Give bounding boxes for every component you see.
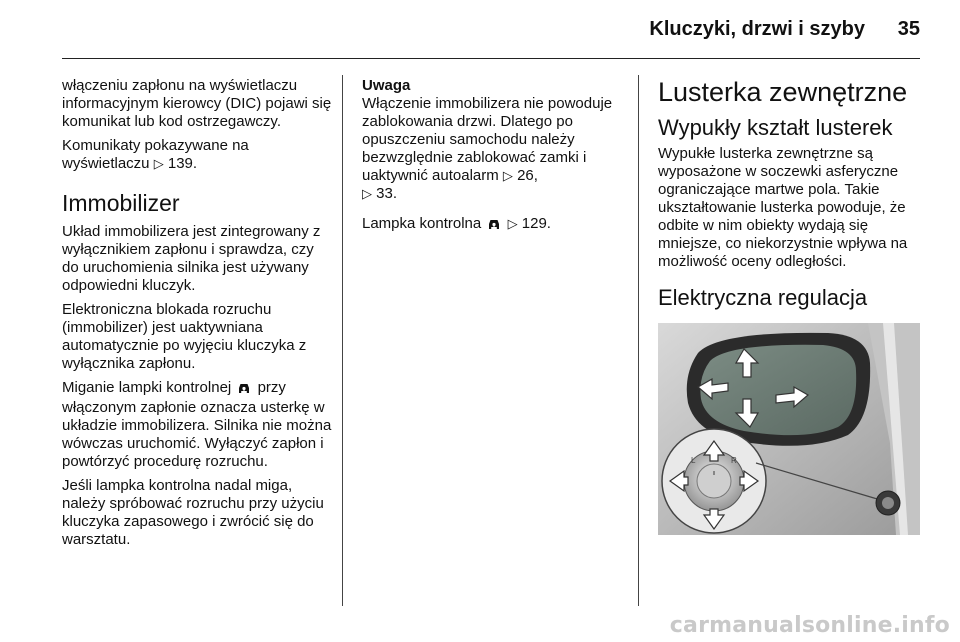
messages-text: Komunikaty pokazywane na wyświetlaczu	[62, 137, 249, 172]
immobilizer-p1: Układ immobilizera jest zintegrowany z wyłącznikiem zapłonu i sprawdza, czy do uruchomienia silnika jest używany odpowiedni kluczyk.	[62, 223, 321, 294]
messages-page-ref[interactable]: 139.	[167, 155, 198, 172]
immobilizer-p4: Jeśli lampka kontrolna nadal miga, należy spróbować rozruchu przy użyciu kluczyka zapasowego i zwrócić się do warsztatu.	[62, 477, 324, 548]
lamp-flash-text-before: Miganie lampki kontrolnej	[62, 379, 232, 396]
convex-mirror-subheading: Wypukły kształt lusterek	[658, 115, 893, 140]
note-box	[362, 77, 624, 203]
mirror-adjustment-figure	[658, 323, 922, 535]
note-title: Uwaga	[362, 77, 411, 94]
mirror-adjustment-illustration	[658, 323, 920, 535]
lamp-flash-text-after: przy włączonym zapłonie oznacza usterkę w układzie immobilizera. Silnika nie można wówczas uruchomić. Wyłączyć zapłon i powtórzyć procedurę rozruchu.	[62, 379, 332, 470]
lamp-text: Lampka kontrolna	[362, 215, 482, 232]
lamp-page-ref[interactable]: 129.	[521, 215, 551, 232]
arrow-right-icon: ▷	[153, 156, 164, 171]
dic-warning-paragraph: włączeniu zapłonu na wyświetlaczu informacyjnym kierowcy (DIC) pojawi się komunikat lub kod ostrzegawczy.	[62, 77, 332, 130]
note-page-ref-1[interactable]: 26,	[517, 167, 538, 184]
warning-lamp-paragraph	[362, 215, 624, 235]
immobilizer-p3	[62, 379, 332, 471]
arrow-right-icon: ▷	[362, 186, 372, 201]
page-header-title: Kluczyki, drzwi i szyby	[649, 18, 865, 40]
messages-paragraph	[62, 137, 332, 173]
column-divider-1	[342, 75, 343, 606]
page-number: 35	[897, 18, 920, 40]
header-rule	[62, 58, 920, 59]
figure-label-left: L	[691, 456, 696, 465]
column-divider-2	[638, 75, 639, 606]
immobilizer-heading: Immobilizer	[62, 190, 180, 216]
column-1	[62, 77, 332, 555]
arrow-right-icon: ▷	[507, 216, 518, 231]
watermark: carmanualsonline.info	[669, 613, 950, 638]
immobilizer-car-key-icon	[237, 381, 251, 399]
electric-adjustment-heading: Elektryczna regulacja	[658, 285, 868, 310]
convex-mirror-paragraph: Wypukłe lusterka zewnętrzne są wyposażone w soczewki asferyczne ograniczające martwe pola. Takie ukształtowanie lusterka powoduje, że odbite w nim obiekty wydają się mniejsze, co niekorzystnie wpływa na możliwość oceny odległości.	[658, 145, 908, 270]
note-text: Włączenie immobilizera nie powoduje zablokowania drzwi. Dlatego po opuszczeniu samochodu należy bezwzględnie zablokować zamki i uaktywnić autoalarm	[362, 95, 613, 184]
arrow-right-icon: ▷	[502, 168, 513, 183]
column-2	[362, 77, 624, 241]
column-3	[658, 77, 922, 535]
figure-label-right: R	[731, 456, 737, 465]
note-page-ref-2[interactable]: 33.	[376, 185, 398, 202]
mirrors-heading: Lusterka zewnętrzne	[658, 77, 908, 107]
immobilizer-car-key-icon	[487, 217, 501, 235]
immobilizer-p2: Elektroniczna blokada rozruchu (immobilizer) jest uaktywniana automatycznie po wyjęciu kluczyka z wyłącznika zapłonu.	[62, 301, 307, 372]
